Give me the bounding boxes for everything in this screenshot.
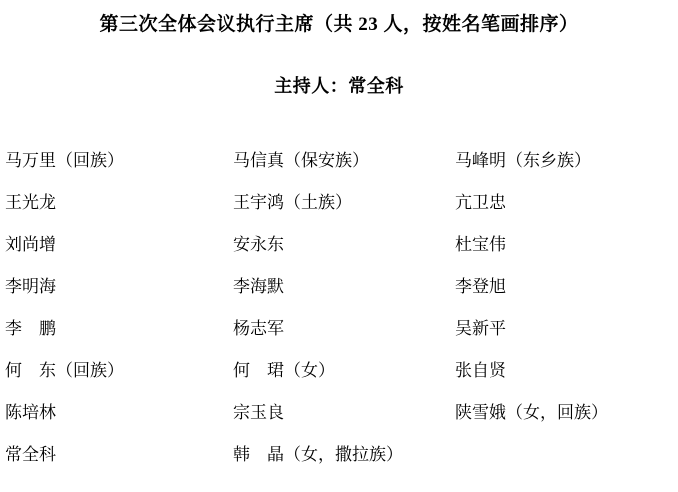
name-cell: 宗玉良 xyxy=(233,402,284,422)
name-cell: 亢卫忠 xyxy=(455,192,506,212)
name-cell: 李明海 xyxy=(5,276,56,296)
name-cell: 李海默 xyxy=(233,276,284,296)
name-cell: 马峰明（东乡族） xyxy=(455,150,591,170)
chair-line: 主持人：常全科 xyxy=(274,76,404,96)
name-cell: 王光龙 xyxy=(5,192,56,212)
page-title: 第三次全体会议执行主席（共 23 人，按姓名笔画排序） xyxy=(99,14,579,35)
name-cell: 陈培林 xyxy=(5,402,56,422)
table-row xyxy=(0,431,678,473)
table-row xyxy=(0,221,678,263)
name-cell: 吴新平 xyxy=(455,318,506,338)
name-list-table xyxy=(0,137,678,473)
name-cell: 马万里（回族） xyxy=(5,150,124,170)
name-cell: 何 东（回族） xyxy=(5,360,124,380)
name-cell: 王宇鸿（土族） xyxy=(233,192,352,212)
document-page xyxy=(0,9,678,492)
table-row xyxy=(0,347,678,389)
name-cell: 杨志军 xyxy=(233,318,284,338)
name-cell: 常全科 xyxy=(5,444,56,464)
name-cell: 韩 晶（女，撒拉族） xyxy=(233,444,403,464)
table-row xyxy=(0,179,678,221)
table-row xyxy=(0,137,678,179)
name-cell: 杜宝伟 xyxy=(455,234,506,254)
name-cell: 张自贤 xyxy=(455,360,506,380)
name-cell: 马信真（保安族） xyxy=(233,150,369,170)
name-cell: 李 鹏 xyxy=(5,318,56,338)
table-row xyxy=(0,389,678,431)
name-cell: 陕雪娥（女，回族） xyxy=(455,402,608,422)
table-row xyxy=(0,305,678,347)
name-cell: 刘尚增 xyxy=(5,234,56,254)
name-cell: 李登旭 xyxy=(455,276,506,296)
name-cell: 何 珺（女） xyxy=(233,360,335,380)
name-cell: 安永东 xyxy=(233,234,284,254)
table-row xyxy=(0,263,678,305)
